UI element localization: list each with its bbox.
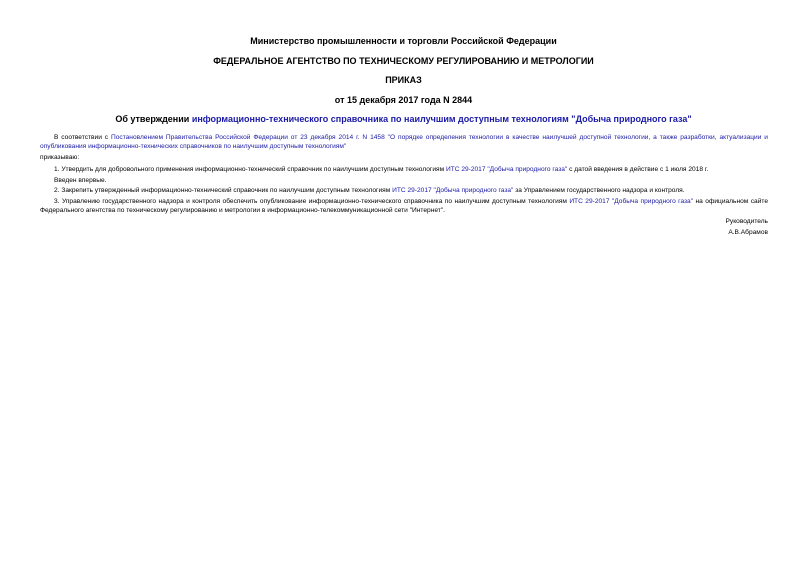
item-2-link[interactable]: ИТС 29-2017 "Добыча природного газа" bbox=[392, 187, 514, 194]
order-word: приказываю: bbox=[40, 154, 80, 161]
item-3 bbox=[40, 197, 768, 215]
title-prefix: Об утверждении bbox=[115, 114, 192, 124]
item-3-link[interactable]: ИТС 29-2017 "Добыча природного газа" bbox=[569, 198, 694, 205]
signature-name: А.В.Абрамов bbox=[728, 229, 768, 236]
signature-position: Руководитель bbox=[725, 218, 768, 225]
item-1-text: 1. Утвердить для добровольного применения информационно-технический справочник по наилучшим доступным технологиям bbox=[54, 166, 446, 173]
agency-heading: ФЕДЕРАЛЬНОЕ АГЕНТСТВО ПО ТЕХНИЧЕСКОМУ РЕГУЛИРОВАНИЮ И МЕТРОЛОГИИ bbox=[213, 56, 594, 66]
item-2-text: 2. Закрепить утвержденный информационно-технический справочник по наилучшим доступным технологиям bbox=[54, 187, 393, 194]
signature-block bbox=[726, 216, 768, 238]
item-3-text: 3. Управлению государственного надзора и контроля обеспечить опубликование информационно-технического справочника по наилучшим доступным технологиям bbox=[54, 198, 570, 205]
preamble-intro: В соответствии с bbox=[54, 134, 111, 141]
decree-link[interactable]: Постановлением Правительства Российской Федерации от 23 декабря 2014 г. N 1458 "О порядке определения технологии в качестве наилучшей доступной технологии, а также разработки, актуализации и опубликования информационно-технических справочников по наилучшим доступным технологиям" bbox=[40, 134, 768, 150]
date-number: от 15 декабря 2017 года N 2844 bbox=[334, 95, 473, 105]
preamble bbox=[40, 133, 768, 151]
item-1 bbox=[40, 165, 768, 174]
item-2-text-end: за Управлением государственного надзора и контроля. bbox=[513, 187, 685, 194]
item-1-note: Введен впервые. bbox=[54, 177, 107, 184]
document-type: ПРИКАЗ bbox=[385, 75, 422, 85]
item-1-link[interactable]: ИТС 29-2017 "Добыча природного газа" bbox=[445, 166, 568, 173]
item-3-text-end: на официальном сайте Федерального агентства по техническому регулированию и метрологии в информационно-телекоммуникационной сети "Интернет". bbox=[40, 198, 769, 214]
item-1-text-end: с датой введения в действие с 1 июля 2018 г. bbox=[567, 166, 709, 173]
title-link[interactable]: информационно-технического справочника по наилучшим доступным технологиям "Добыча природного газа" bbox=[191, 114, 692, 124]
item-2 bbox=[40, 186, 768, 195]
ministry-heading: Министерство промышленности и торговли Российской Федерации bbox=[250, 36, 557, 46]
document-title bbox=[0, 114, 807, 124]
